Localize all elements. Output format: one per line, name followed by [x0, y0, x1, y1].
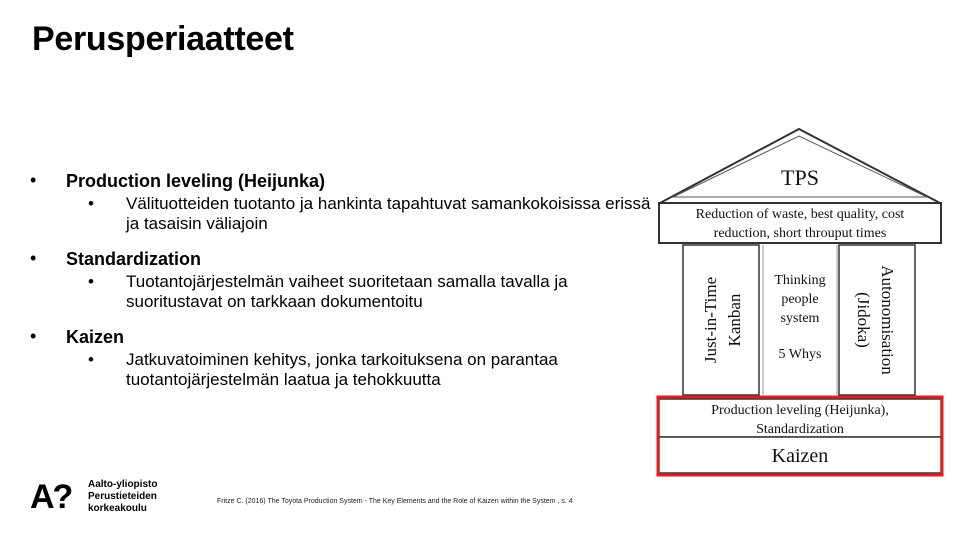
- right-pillar-label: (Jidoka): [854, 292, 873, 348]
- five-whys-label: 5 Whys: [778, 347, 822, 362]
- roof-label: TPS: [781, 165, 819, 190]
- sub-bullet: [88, 272, 655, 312]
- sub-bullet-text: Välituotteiden tuotanto ja hankinta tapahtuvat samankokoisissa erissä ja tasaisin väliajoin: [126, 194, 651, 233]
- foundation-line: Standardization: [756, 422, 844, 437]
- bullet-symbol: •: [30, 248, 37, 268]
- sub-bullet-text: Tuotantojärjestelmän vaiheet suoritetaan samalla tavalla ja suoritustavat on tarkkaan dokumentoitu: [126, 272, 568, 311]
- bullet-symbol: •: [30, 326, 37, 346]
- middle-line: people: [781, 292, 819, 307]
- base-label: Kaizen: [771, 445, 829, 467]
- bullet-item: [30, 248, 655, 312]
- bullet-symbol: •: [30, 170, 37, 190]
- sub-bullet-symbol: •: [88, 350, 94, 369]
- slide-title: Perusperiaatteet: [32, 20, 294, 58]
- citation: Fritze C. (2016) The Toyota Production System - The Key Elements and the Role of Kaizen within the System , s. 4: [217, 498, 573, 505]
- aalto-logo: [30, 477, 200, 517]
- sub-bullet-text: Jatkuvatoiminen kehitys, jonka tarkoituksena on parantaa tuotantojärjestelmän laatua ja tehokkuutta: [126, 350, 558, 389]
- tps-house-diagram: [655, 125, 945, 480]
- bullet-label: Standardization: [66, 249, 202, 269]
- beam-line: reduction, short throuput times: [713, 226, 887, 241]
- beam-line: Reduction of waste, best quality, cost: [695, 207, 905, 222]
- foundation-label: [659, 401, 941, 439]
- foundation-line: Production leveling (Heijunka),: [711, 403, 889, 418]
- bullet-item: [30, 170, 655, 234]
- left-pillar-label: Just-in-Time: [701, 276, 720, 364]
- bullet-label: Kaizen: [66, 327, 125, 347]
- logo-line: Aalto-yliopisto: [88, 479, 158, 490]
- sub-bullet-symbol: •: [88, 272, 94, 291]
- logo-text: [88, 479, 157, 515]
- beam-label: [659, 205, 941, 243]
- right-pillar-label: Autonomisation: [878, 265, 897, 375]
- middle-line: system: [780, 311, 820, 326]
- logo-mark: A?: [30, 478, 72, 516]
- sub-bullet: [88, 194, 655, 234]
- sub-bullet: [88, 350, 655, 390]
- logo-line: Perustieteiden: [88, 491, 157, 502]
- logo-line: korkeakoulu: [88, 503, 147, 514]
- sub-bullet-symbol: •: [88, 194, 94, 213]
- left-pillar-label: Kanban: [725, 293, 744, 347]
- middle-label: [763, 271, 837, 328]
- bullet-list: [30, 170, 655, 404]
- middle-line: Thinking: [774, 273, 826, 288]
- bullet-item: [30, 326, 655, 390]
- bullet-label: Production leveling (Heijunka): [66, 171, 326, 191]
